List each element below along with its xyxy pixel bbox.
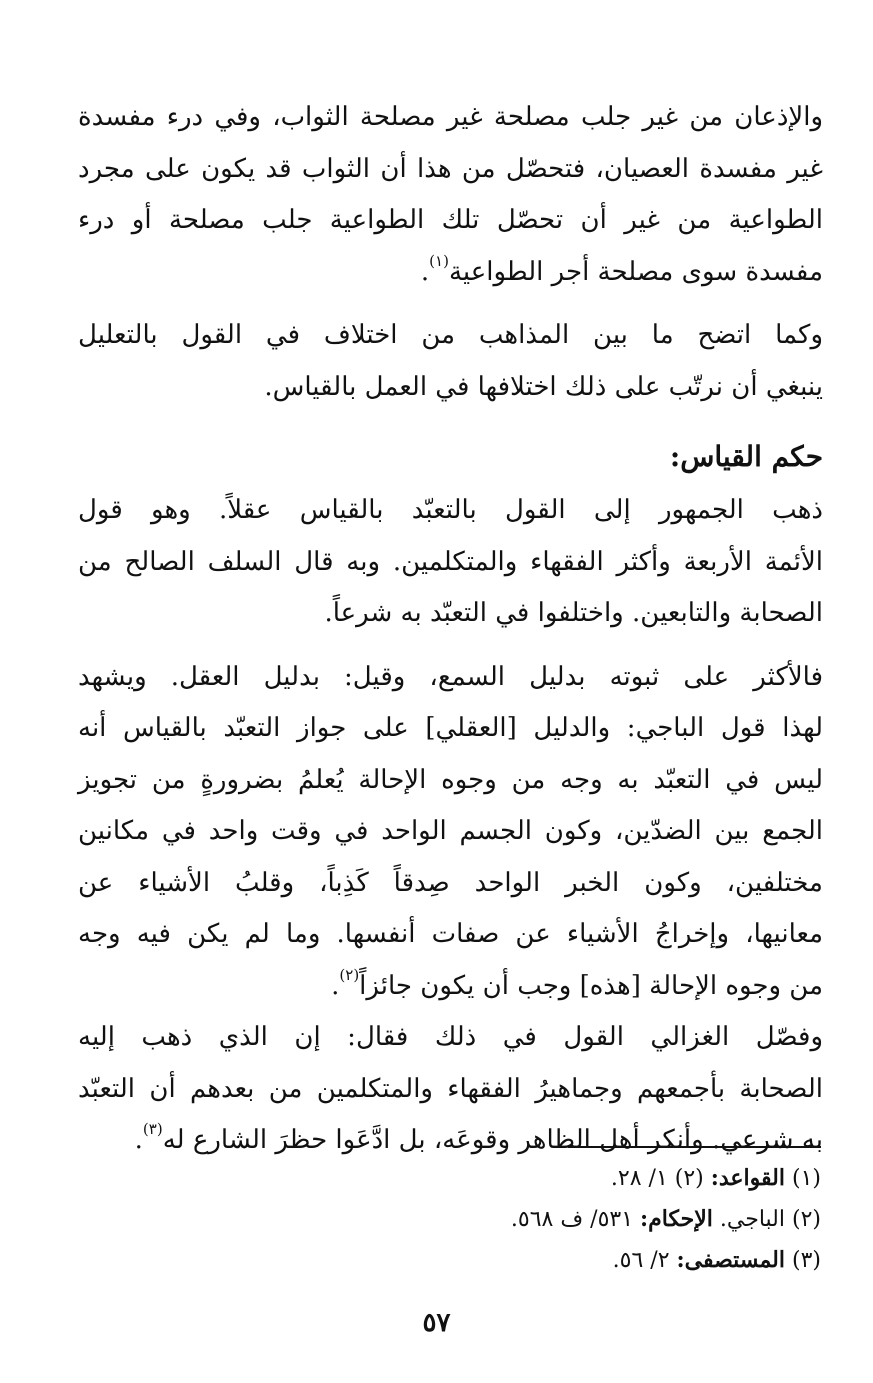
text-line: الجمع بين الضدّين، وكون الجسم الواحد في وقت واحد في مكانين [78,816,823,846]
footnote-marker[interactable]: (٢) [339,965,360,984]
footnote-number: (١) [791,1166,821,1191]
text-line: الطواعية من غير أن تحصّل تلك الطواعية جلب مصلحة أو درء [78,205,823,235]
footnote-reference: ٢/ ٥٦. [612,1248,670,1273]
footnote-author: الباجي. [719,1207,785,1232]
text-line: الصحابة بأجمعهم وجماهيرُ الفقهاء والمتكلمين من بعدهم أن التعبّد [78,1073,823,1104]
text-line: ليس في التعبّد به وجه من وجوه الإحالة يُعلمُ بضرورةٍ من تجويز [78,764,823,795]
text-line: والإذعان من غير جلب مصلحة غير مصلحة الثواب، وفي درء مفسدة [78,102,823,132]
footnote-reference: (٢) ١/ ٢٨. [610,1166,704,1191]
text-fragment: مفسدة سوى مصلحة أجر الطواعية [448,256,823,287]
text-line: الصحابة والتابعين. واختلفوا في التعبّد به شرعاً. [324,598,823,628]
footnote-source: القواعد: [710,1165,785,1191]
footnote-reference: ٥٣١/ ف ٥٦٨. [510,1207,634,1232]
text-line: ذهب الجمهور إلى القول بالتعبّد بالقياس عقلاً. وهو قول [78,495,823,525]
text-line [78,247,823,299]
footnotes [221,1158,821,1281]
paragraph-2 [78,310,823,413]
footnote-marker[interactable]: (١) [429,251,449,270]
sentence-end: . [134,1125,143,1155]
text-line: معانيها، وإخراجُ الأشياء عن صفات أنفسها. وما لم يكن فيه وجه [78,919,823,949]
text-line: مختلفين، وكون الخبر الواحد صِدقاً كَذِباً، وقلبُ الأشياء عن [78,867,823,898]
footnote-3 [221,1240,821,1281]
footnote-1 [221,1158,821,1199]
paragraph-3 [78,485,823,640]
footnote-2 [221,1199,821,1240]
footnote-source: الإحكام: [640,1206,713,1232]
text-line: وكما اتضح ما بين المذاهب من اختلاف في القول بالتعليل [78,320,823,350]
text-line [78,961,823,1013]
text-fragment: به شرعي. وأنكر أهل الظاهر وقوعَه، بل ادَّعَوا حظرَ الشارع له [162,1125,823,1155]
text-line: وفصّل الغزالي القول في ذلك فقال: إن الذي ذهب إليه [78,1022,823,1052]
page-number: ٥٧ [422,1308,451,1338]
text-line: ينبغي أن نرتّب على ذلك اختلافها في العمل بالقياس. [264,371,823,402]
footnote-number: (٢) [791,1207,821,1232]
main-text [78,92,823,1167]
sentence-end: . [331,970,340,1001]
paragraph-5 [78,1012,823,1167]
section-heading: حكم القياس: [669,440,823,473]
paragraph-1 [78,92,823,298]
text-fragment: من وجوه الإحالة [هذه] وجب أن يكون جائزاً [359,970,823,1001]
footnote-marker[interactable]: (٣) [142,1120,163,1138]
text-line: فالأكثر على ثبوته بدليل السمع، وقيل: بدليل العقل. ويشهد [78,661,823,692]
text-line: الأئمة الأربعة وأكثر الفقهاء والمتكلمين. وبه قال السلف الصالح من [78,546,823,577]
footnote-separator [568,1146,821,1148]
text-line: غير مفسدة العصيان، فتحصّل من هذا أن الثواب قد يكون على مجرد [78,153,823,184]
text-line: لهذا قول الباجي: والدليل [العقلي] على جواز التعبّد بالقياس أنه [78,713,823,743]
sentence-end: . [420,256,430,287]
footnote-source: المستصفى: [676,1247,785,1273]
paragraph-4 [78,652,823,1013]
footnote-number: (٣) [791,1248,821,1273]
